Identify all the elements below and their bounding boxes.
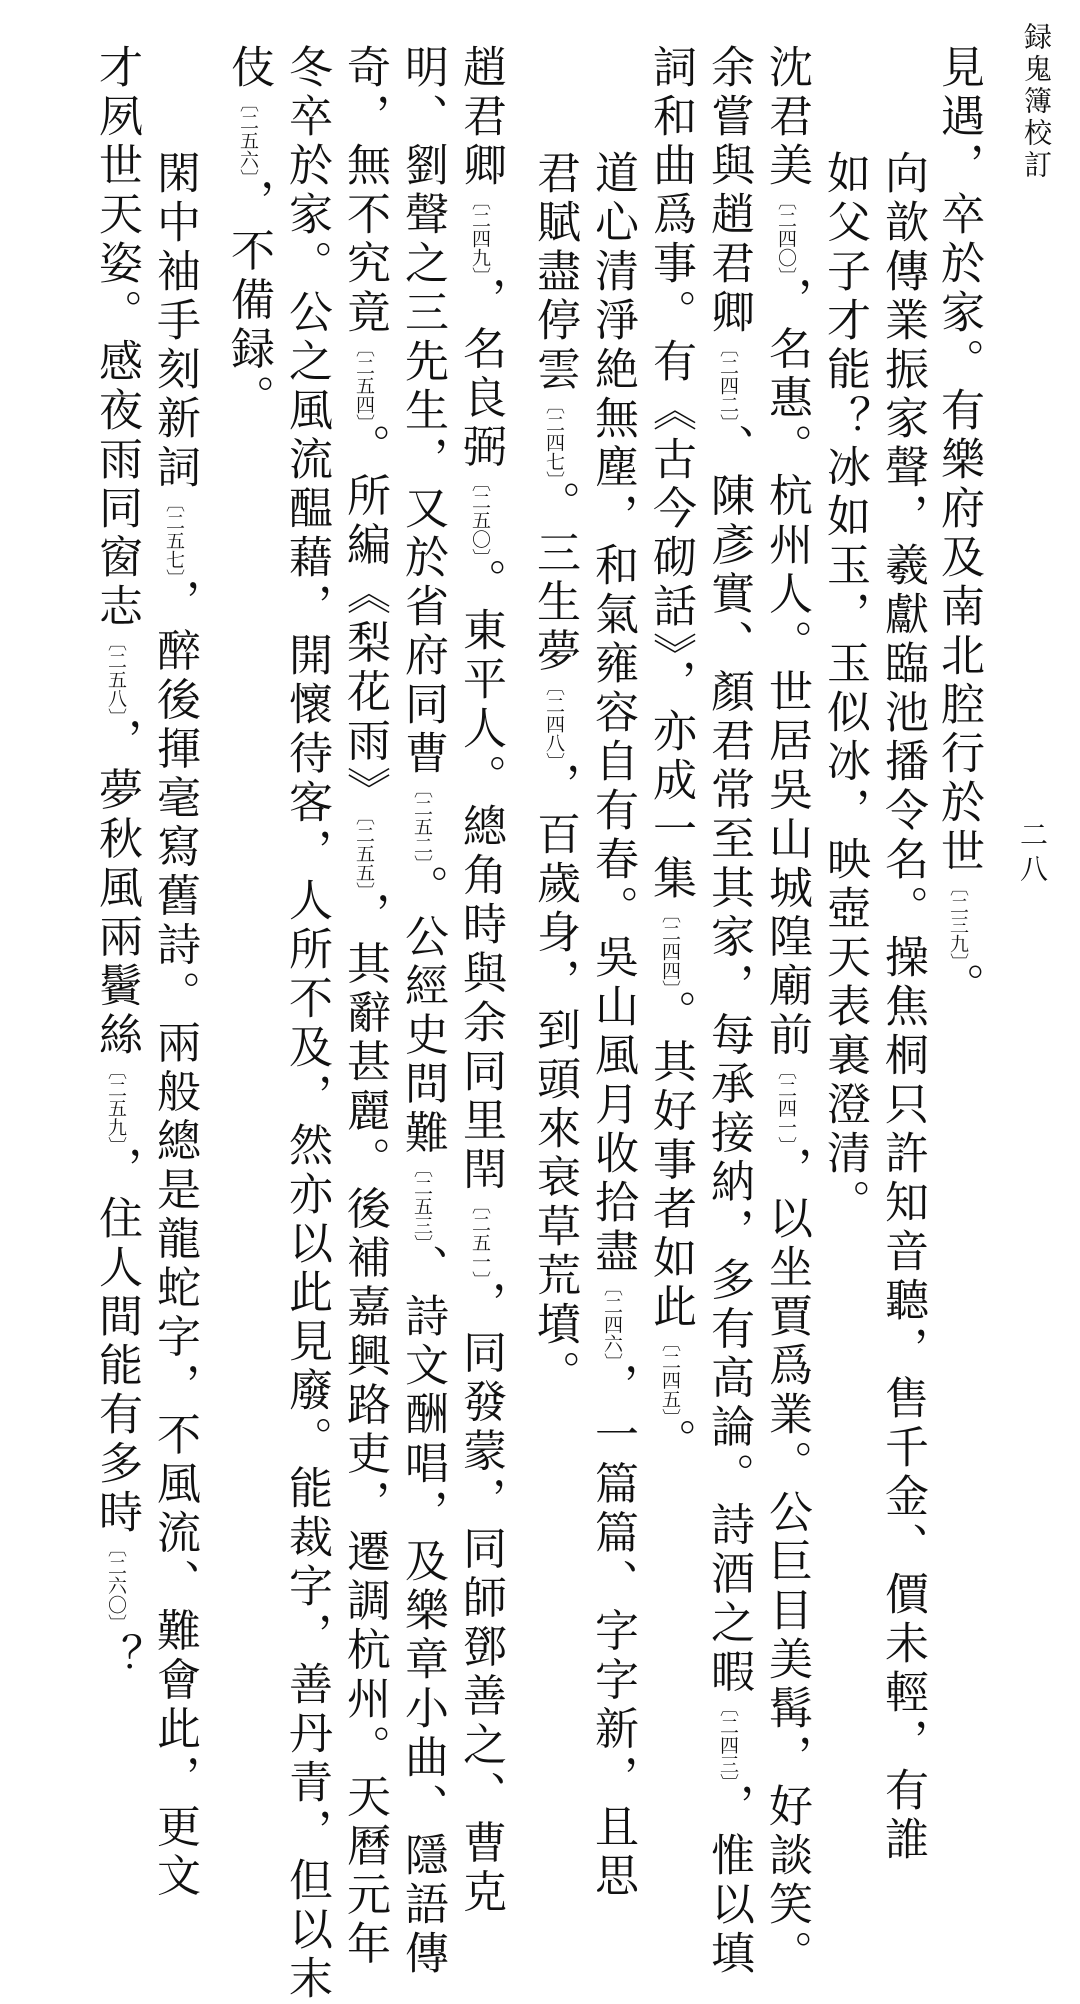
note-marker: 〔二四二〕 (717, 338, 739, 424)
note-marker: 〔二四八〕 (543, 676, 565, 762)
note-marker: 〔二五七〕 (163, 493, 185, 579)
note-marker: 〔二五三〕 (411, 1158, 433, 1244)
text-column: 閑中袖手刻新詞〔二五七〕，醉後揮毫寫舊詩。兩般總是龍蛇字，不風流、難會此，更文 (149, 150, 200, 1902)
note-marker: 〔二四九〕 (469, 191, 491, 277)
note-marker: 〔二四四〕 (659, 904, 681, 990)
text-column: 道心清淨絶無塵，和氣雍容自有春。吳山風月收拾盡〔二四六〕，一篇篇、字字新，且思 (587, 150, 638, 1902)
text-column: 伎〔二五六〕，不備録。 (223, 44, 274, 424)
note-marker: 〔二四〇〕 (775, 191, 797, 277)
note-marker: 〔二四六〕 (601, 1277, 623, 1363)
text-column: 沈君美〔二四〇〕，名惠。杭州人。世居吳山城隍廟前〔二四一〕，以坐賈爲業。公巨目美髯，好談笑。 (761, 44, 812, 1979)
note-marker: 〔二五二〕 (411, 779, 433, 865)
text-column: 余嘗與趙君卿〔二四二〕、陳彥實、顏君常至其家，每承接納，多有高論。詩酒之暇〔二四三〕，惟以填 (703, 44, 754, 1979)
text-column: 才夙世天姿。感夜雨同窗志〔二五八〕，夢秋風兩鬢絲〔二五九〕，住人間能有多時〔二六〇〕？ (91, 44, 142, 1682)
note-marker: 〔二六〇〕 (105, 1538, 127, 1633)
note-marker: 〔二四七〕 (543, 395, 565, 481)
text-column: 詞和曲爲事。有《古今砌話》，亦成一集〔二四四〕。其好事者如此〔二四五〕。 (645, 44, 696, 1467)
note-marker: 〔二五〇〕 (469, 472, 491, 558)
note-marker: 〔二四三〕 (717, 1697, 739, 1783)
page-number: 二八 (1016, 820, 1049, 888)
text-column: 君賦盡停雲〔二四七〕。三生夢〔二四八〕，百歲身，到頭來衰草荒墳。 (529, 150, 580, 1399)
text-column: 明、劉聲之三先生，又於省府同曹〔二五二〕。公經史問難〔二五三〕、詩文酬唱，及樂章小曲、隱語傳 (397, 44, 448, 1979)
text-column: 見遇，卒於家。有樂府及南北腔行於世〔二三九〕。 (933, 44, 984, 1012)
text-column: 冬卒於家。公之風流醖藉，開懷待客，人所不及，然亦以此見廢。能裁字，善丹青，但以末 (281, 44, 332, 2004)
text-column: 趙君卿〔二四九〕，名良弼〔二五〇〕。東平人。總角時與余同里閈〔二五一〕，同發蒙，同師鄧善之、曹克 (455, 44, 506, 1918)
note-marker: 〔二五五〕 (353, 815, 375, 892)
note-marker: 〔二五六〕 (237, 93, 259, 179)
note-marker: 〔二三九〕 (947, 877, 969, 963)
note-marker: 〔二五一〕 (469, 1195, 491, 1281)
note-marker: 〔二四一〕 (775, 1060, 797, 1146)
note-marker: 〔二四五〕 (659, 1332, 681, 1418)
note-marker: 〔二五九〕 (105, 1060, 127, 1146)
note-marker: 〔二五八〕 (105, 632, 127, 718)
text-column: 如父子才能？冰如玉，玉似冰，映壺天表裏澄清。 (819, 150, 870, 1228)
text-column: 向歆傳業振家聲，羲獻臨池播令名。操焦桐只許知音聽，售千金、價未輕，有誰 (877, 150, 928, 1865)
note-marker: 〔二五四〕 (353, 338, 375, 424)
book-title-header: 録鬼簿校訂 (1020, 22, 1053, 182)
text-column: 奇，無不究竟〔二五四〕。所編《梨花雨》〔二五五〕，其辭甚麗。後補嘉興路吏，遷調杭州。天曆元年 (339, 44, 390, 1970)
